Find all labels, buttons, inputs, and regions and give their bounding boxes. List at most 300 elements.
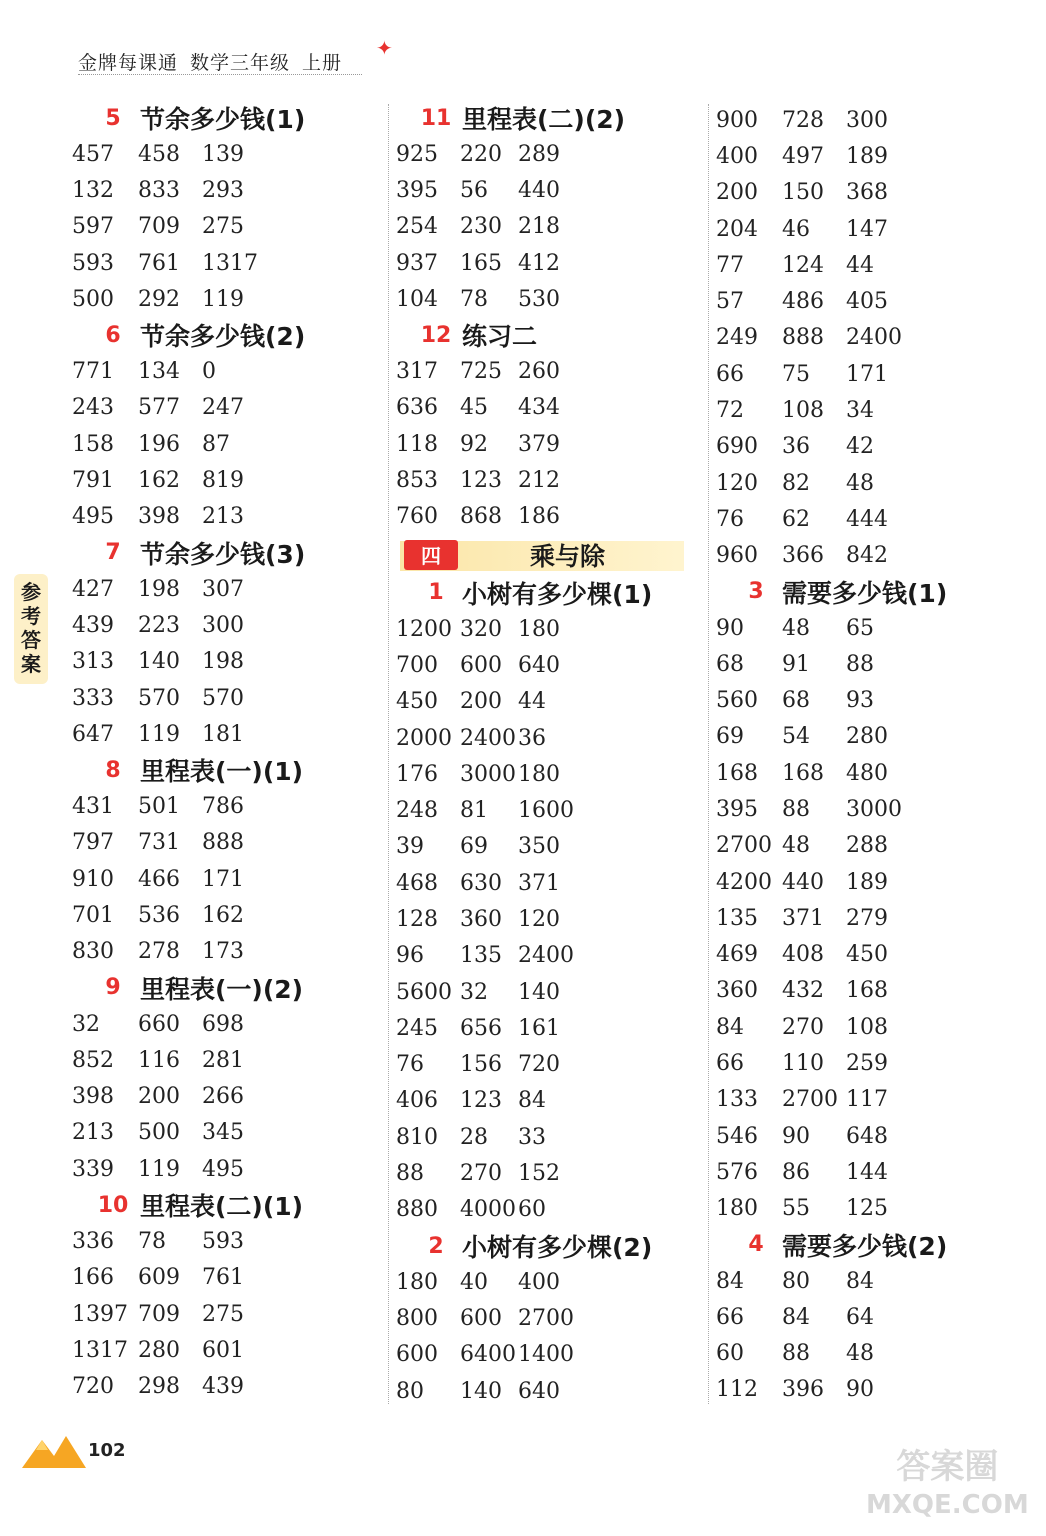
answer-value: 281	[202, 1047, 244, 1073]
answer-value: 77	[716, 252, 744, 278]
answer-row	[72, 462, 382, 498]
answer-value: 32	[460, 979, 488, 1005]
answer-value: 293	[202, 177, 244, 203]
answer-value: 165	[460, 250, 502, 276]
answer-value: 313	[72, 649, 114, 675]
answer-value: 728	[782, 107, 824, 133]
answer-value: 560	[716, 688, 758, 714]
answer-value: 33	[518, 1124, 546, 1150]
answer-row	[72, 1006, 382, 1042]
answer-value: 278	[138, 939, 180, 965]
answer-value: 497	[782, 143, 824, 169]
answer-value: 530	[518, 286, 560, 312]
answer-value: 336	[72, 1229, 114, 1255]
answer-value: 350	[518, 834, 560, 860]
chapter-heading	[396, 537, 696, 573]
answer-value: 698	[202, 1011, 244, 1037]
answer-value: 80	[782, 1268, 810, 1294]
answer-value: 371	[782, 905, 824, 931]
answer-row	[396, 499, 696, 535]
answer-value: 60	[716, 1341, 744, 1367]
answer-value: 469	[716, 942, 758, 968]
answer-value: 427	[72, 576, 114, 602]
answer-value: 701	[72, 902, 114, 928]
section-number: 11	[420, 105, 452, 131]
star-icon: ✦	[376, 36, 393, 60]
answer-value: 247	[202, 395, 244, 421]
answer-value: 395	[396, 177, 438, 203]
answer-value: 69	[716, 724, 744, 750]
answer-value: 93	[846, 688, 874, 714]
answer-value: 317	[396, 359, 438, 385]
section-title: 小树有多少棵(1)	[462, 579, 653, 609]
answer-value: 457	[72, 141, 114, 167]
answer-row	[716, 610, 1016, 646]
answer-value: 2000	[396, 725, 452, 751]
answer-row	[396, 829, 696, 865]
watermark-line-1: 答案圈	[896, 1447, 999, 1487]
answer-value: 440	[782, 869, 824, 895]
section-heading	[72, 752, 382, 788]
section-title: 里程表(一)(2)	[140, 974, 304, 1004]
answer-value: 601	[202, 1337, 244, 1363]
answer-value: 307	[202, 576, 244, 602]
answer-value: 112	[716, 1377, 758, 1403]
answer-value: 480	[846, 760, 888, 786]
answer-value: 189	[846, 143, 888, 169]
answer-value: 76	[396, 1052, 424, 1078]
answer-row	[396, 136, 696, 172]
answer-row	[716, 719, 1016, 755]
answer-value: 40	[460, 1269, 488, 1295]
answer-value: 72	[716, 398, 744, 424]
answer-value: 189	[846, 869, 888, 895]
answer-row	[716, 1009, 1016, 1045]
section-number: 7	[105, 540, 121, 566]
answer-value: 339	[72, 1156, 114, 1182]
answer-value: 55	[782, 1196, 810, 1222]
answer-value: 266	[202, 1084, 244, 1110]
answer-row	[716, 1299, 1016, 1335]
answer-row	[716, 501, 1016, 537]
answer-row	[716, 538, 1016, 574]
answer-value: 198	[202, 649, 244, 675]
answer-value: 135	[460, 943, 502, 969]
answer-value: 810	[396, 1124, 438, 1150]
section-heading	[396, 317, 696, 353]
answer-row	[716, 1045, 1016, 1081]
answer-value: 76	[716, 506, 744, 532]
answer-row	[716, 320, 1016, 356]
answer-row	[72, 1079, 382, 1115]
answer-value: 90	[716, 615, 744, 641]
section-title: 节余多少钱(1)	[140, 105, 306, 134]
answer-value: 34	[846, 398, 874, 424]
answer-value: 1317	[72, 1337, 128, 1363]
answer-value: 868	[460, 504, 502, 530]
answer-value: 379	[518, 431, 560, 457]
section-title: 节余多少钱(2)	[140, 322, 306, 352]
answer-row	[72, 390, 382, 426]
answer-value: 260	[518, 359, 560, 385]
answer-value: 200	[138, 1084, 180, 1110]
answer-value: 700	[396, 652, 438, 678]
section-title: 节余多少钱(3)	[140, 539, 306, 569]
answer-value: 78	[138, 1229, 166, 1255]
answer-column-1	[72, 100, 382, 1405]
answer-value: 4000	[460, 1197, 516, 1223]
answer-value: 289	[518, 141, 560, 167]
answer-row	[396, 1119, 696, 1155]
answer-row	[396, 209, 696, 245]
answer-value: 168	[716, 760, 758, 786]
answer-row	[72, 825, 382, 861]
answer-value: 4200	[716, 869, 772, 895]
answer-value: 960	[716, 543, 758, 569]
answer-value: 1200	[396, 616, 452, 642]
answer-value: 360	[460, 906, 502, 932]
answer-value: 140	[460, 1378, 502, 1404]
answer-value: 500	[138, 1120, 180, 1146]
answer-value: 406	[396, 1088, 438, 1114]
answer-value: 84	[782, 1304, 810, 1330]
section-heading	[72, 970, 382, 1006]
mountain-icon	[22, 1430, 86, 1470]
answer-value: 439	[202, 1374, 244, 1400]
answer-value: 44	[846, 252, 874, 278]
answer-value: 158	[72, 431, 114, 457]
answer-row	[72, 861, 382, 897]
answer-value: 345	[202, 1120, 244, 1146]
answer-row	[396, 1010, 696, 1046]
answer-value: 434	[518, 395, 560, 421]
answer-row	[396, 1047, 696, 1083]
answer-value: 168	[782, 760, 824, 786]
answer-value: 570	[202, 685, 244, 711]
answer-value: 600	[460, 652, 502, 678]
page-number: 102	[88, 1440, 126, 1461]
answer-value: 213	[72, 1120, 114, 1146]
answer-value: 135	[716, 905, 758, 931]
answer-value: 6400	[460, 1342, 516, 1368]
column-divider	[388, 104, 389, 1404]
answer-value: 123	[460, 1088, 502, 1114]
answer-value: 486	[782, 289, 824, 315]
answer-value: 125	[846, 1196, 888, 1222]
answer-value: 300	[202, 612, 244, 638]
answer-value: 2700	[716, 833, 772, 859]
section-heading	[716, 1227, 1016, 1263]
answer-value: 186	[518, 504, 560, 530]
answer-value: 636	[396, 395, 438, 421]
answer-value: 400	[518, 1269, 560, 1295]
answer-row	[396, 1155, 696, 1191]
answer-row	[72, 281, 382, 317]
answer-value: 108	[782, 398, 824, 424]
answer-value: 900	[716, 107, 758, 133]
answer-value: 82	[782, 470, 810, 496]
answer-value: 431	[72, 794, 114, 820]
answer-row	[716, 211, 1016, 247]
answer-value: 162	[202, 902, 244, 928]
answer-row	[72, 1223, 382, 1259]
answer-row	[716, 1372, 1016, 1408]
answer-row	[716, 755, 1016, 791]
answer-value: 139	[202, 141, 244, 167]
answer-value: 731	[138, 830, 180, 856]
chapter-number: 四	[404, 540, 458, 570]
answer-value: 577	[138, 395, 180, 421]
answer-value: 124	[782, 252, 824, 278]
answer-row	[716, 1082, 1016, 1118]
answer-value: 180	[716, 1196, 758, 1222]
book-brand: 金牌每课通	[78, 52, 179, 74]
answer-row	[72, 499, 382, 535]
answer-value: 270	[460, 1161, 502, 1187]
answer-value: 173	[202, 939, 244, 965]
answer-value: 725	[460, 359, 502, 385]
answer-value: 249	[716, 325, 758, 351]
answer-value: 2400	[460, 725, 516, 751]
answer-value: 152	[518, 1161, 560, 1187]
answer-value: 168	[846, 978, 888, 1004]
answer-value: 600	[396, 1342, 438, 1368]
answer-value: 640	[518, 652, 560, 678]
answer-value: 212	[518, 468, 560, 494]
section-number: 3	[748, 579, 764, 605]
answer-value: 45	[460, 395, 488, 421]
answer-value: 150	[782, 180, 824, 206]
answer-value: 108	[846, 1014, 888, 1040]
answer-value: 161	[518, 1015, 560, 1041]
answer-row	[396, 1083, 696, 1119]
answer-value: 395	[716, 796, 758, 822]
answer-value: 495	[72, 504, 114, 530]
answer-value: 86	[782, 1159, 810, 1185]
answer-value: 720	[72, 1374, 114, 1400]
section-number: 2	[428, 1233, 444, 1259]
answer-value: 54	[782, 724, 810, 750]
answer-row	[396, 172, 696, 208]
answer-value: 80	[396, 1378, 424, 1404]
section-heading	[72, 1187, 382, 1223]
answer-value: 597	[72, 214, 114, 240]
answer-value: 444	[846, 506, 888, 532]
answer-row	[716, 646, 1016, 682]
answer-value: 200	[716, 180, 758, 206]
answer-value: 166	[72, 1265, 114, 1291]
section-title: 需要多少钱(2)	[782, 1231, 948, 1261]
answer-value: 593	[72, 250, 114, 276]
answer-value: 298	[138, 1374, 180, 1400]
section-number: 6	[105, 322, 121, 348]
answer-value: 57	[716, 289, 744, 315]
answer-row	[396, 974, 696, 1010]
answer-value: 709	[138, 1301, 180, 1327]
answer-row	[396, 901, 696, 937]
section-heading	[396, 100, 696, 136]
answer-value: 937	[396, 250, 438, 276]
answer-value: 1317	[202, 250, 258, 276]
answer-value: 925	[396, 141, 438, 167]
answer-row	[716, 356, 1016, 392]
answer-column-2	[396, 100, 696, 1409]
section-title: 里程表(二)(2)	[462, 105, 626, 134]
answer-value: 90	[782, 1123, 810, 1149]
answer-value: 275	[202, 214, 244, 240]
answer-row	[396, 1337, 696, 1373]
answer-value: 660	[138, 1011, 180, 1037]
answer-row	[396, 611, 696, 647]
answer-row	[72, 1369, 382, 1405]
answer-value: 259	[846, 1051, 888, 1077]
answer-row	[716, 429, 1016, 465]
answer-value: 593	[202, 1229, 244, 1255]
answer-value: 797	[72, 830, 114, 856]
answer-value: 36	[518, 725, 546, 751]
answer-row	[396, 647, 696, 683]
answer-value: 84	[716, 1014, 744, 1040]
book-subject: 数学三年级	[190, 52, 291, 74]
section-heading	[72, 535, 382, 571]
answer-value: 180	[518, 616, 560, 642]
answer-row	[72, 209, 382, 245]
answer-row	[716, 465, 1016, 501]
answer-row	[72, 426, 382, 462]
answer-row	[716, 828, 1016, 864]
answer-value: 888	[202, 830, 244, 856]
answer-value: 204	[716, 216, 758, 242]
answer-value: 44	[518, 689, 546, 715]
answer-row	[716, 900, 1016, 936]
answer-row	[396, 865, 696, 901]
answer-value: 66	[716, 1304, 744, 1330]
answer-value: 84	[716, 1268, 744, 1294]
answer-row	[72, 1042, 382, 1078]
answer-row	[716, 973, 1016, 1009]
answer-value: 432	[782, 978, 824, 1004]
answer-value: 88	[846, 651, 874, 677]
answer-row	[716, 1154, 1016, 1190]
section-number: 1	[428, 580, 444, 606]
answer-value: 800	[396, 1305, 438, 1331]
answer-row	[72, 607, 382, 643]
answer-value: 134	[138, 359, 180, 385]
answer-value: 771	[72, 359, 114, 385]
answer-value: 400	[716, 143, 758, 169]
answer-value: 398	[72, 1084, 114, 1110]
answer-value: 68	[782, 688, 810, 714]
answer-value: 368	[846, 180, 888, 206]
answer-row	[72, 1296, 382, 1332]
answer-value: 181	[202, 721, 244, 747]
answer-value: 62	[782, 506, 810, 532]
answer-value: 66	[716, 1051, 744, 1077]
answer-row	[396, 245, 696, 281]
answer-row	[716, 682, 1016, 718]
answer-row	[716, 791, 1016, 827]
answer-value: 110	[782, 1051, 824, 1077]
answer-value: 81	[460, 798, 488, 824]
answer-value: 118	[396, 431, 438, 457]
answer-value: 536	[138, 902, 180, 928]
answer-value: 36	[782, 434, 810, 460]
answer-row	[72, 1260, 382, 1296]
section-number: 12	[420, 322, 452, 348]
answer-value: 466	[138, 866, 180, 892]
answer-value: 119	[202, 286, 244, 312]
answer-value: 2400	[518, 943, 574, 969]
answer-value: 39	[396, 834, 424, 860]
answer-value: 280	[846, 724, 888, 750]
answer-value: 230	[460, 214, 502, 240]
answer-value: 140	[518, 979, 560, 1005]
answer-value: 78	[460, 286, 488, 312]
answer-value: 213	[202, 504, 244, 530]
answer-value: 75	[782, 361, 810, 387]
section-title: 需要多少钱(1)	[782, 578, 948, 608]
answer-value: 180	[518, 761, 560, 787]
answer-value: 360	[716, 978, 758, 1004]
section-heading	[72, 100, 382, 136]
answer-value: 88	[782, 1341, 810, 1367]
answer-value: 468	[396, 870, 438, 896]
answer-row	[396, 1264, 696, 1300]
running-header	[78, 48, 362, 75]
answer-value: 68	[716, 651, 744, 677]
answer-value: 200	[460, 689, 502, 715]
answer-row	[72, 1115, 382, 1151]
answer-value: 630	[460, 870, 502, 896]
answer-value: 120	[716, 470, 758, 496]
answer-value: 709	[138, 214, 180, 240]
answer-value: 275	[202, 1301, 244, 1327]
answer-row	[716, 247, 1016, 283]
answer-row	[396, 390, 696, 426]
answer-row	[716, 102, 1016, 138]
answer-value: 48	[846, 470, 874, 496]
answer-row	[72, 934, 382, 970]
answer-value: 198	[138, 576, 180, 602]
answer-value: 440	[518, 177, 560, 203]
answer-row	[396, 353, 696, 389]
answer-value: 398	[138, 504, 180, 530]
answer-value: 648	[846, 1123, 888, 1149]
section-title: 里程表(二)(1)	[140, 1192, 304, 1222]
answer-row	[716, 1191, 1016, 1227]
answer-value: 88	[396, 1161, 424, 1187]
answer-value: 1600	[518, 798, 574, 824]
answer-value: 880	[396, 1197, 438, 1223]
answer-value: 180	[396, 1269, 438, 1295]
answer-value: 140	[138, 649, 180, 675]
answer-value: 28	[460, 1124, 488, 1150]
answer-value: 120	[518, 906, 560, 932]
answer-value: 176	[396, 761, 438, 787]
section-number: 9	[105, 975, 121, 1001]
chapter-title: 乘与除	[530, 541, 606, 571]
answer-row	[72, 716, 382, 752]
answer-value: 220	[460, 141, 502, 167]
side-label: 参考答案	[21, 580, 41, 676]
section-number: 10	[97, 1192, 129, 1218]
answer-value: 609	[138, 1265, 180, 1291]
section-heading	[396, 1228, 696, 1264]
answer-value: 412	[518, 250, 560, 276]
answer-value: 1397	[72, 1301, 128, 1327]
answer-row	[396, 281, 696, 317]
answer-value: 786	[202, 794, 244, 820]
